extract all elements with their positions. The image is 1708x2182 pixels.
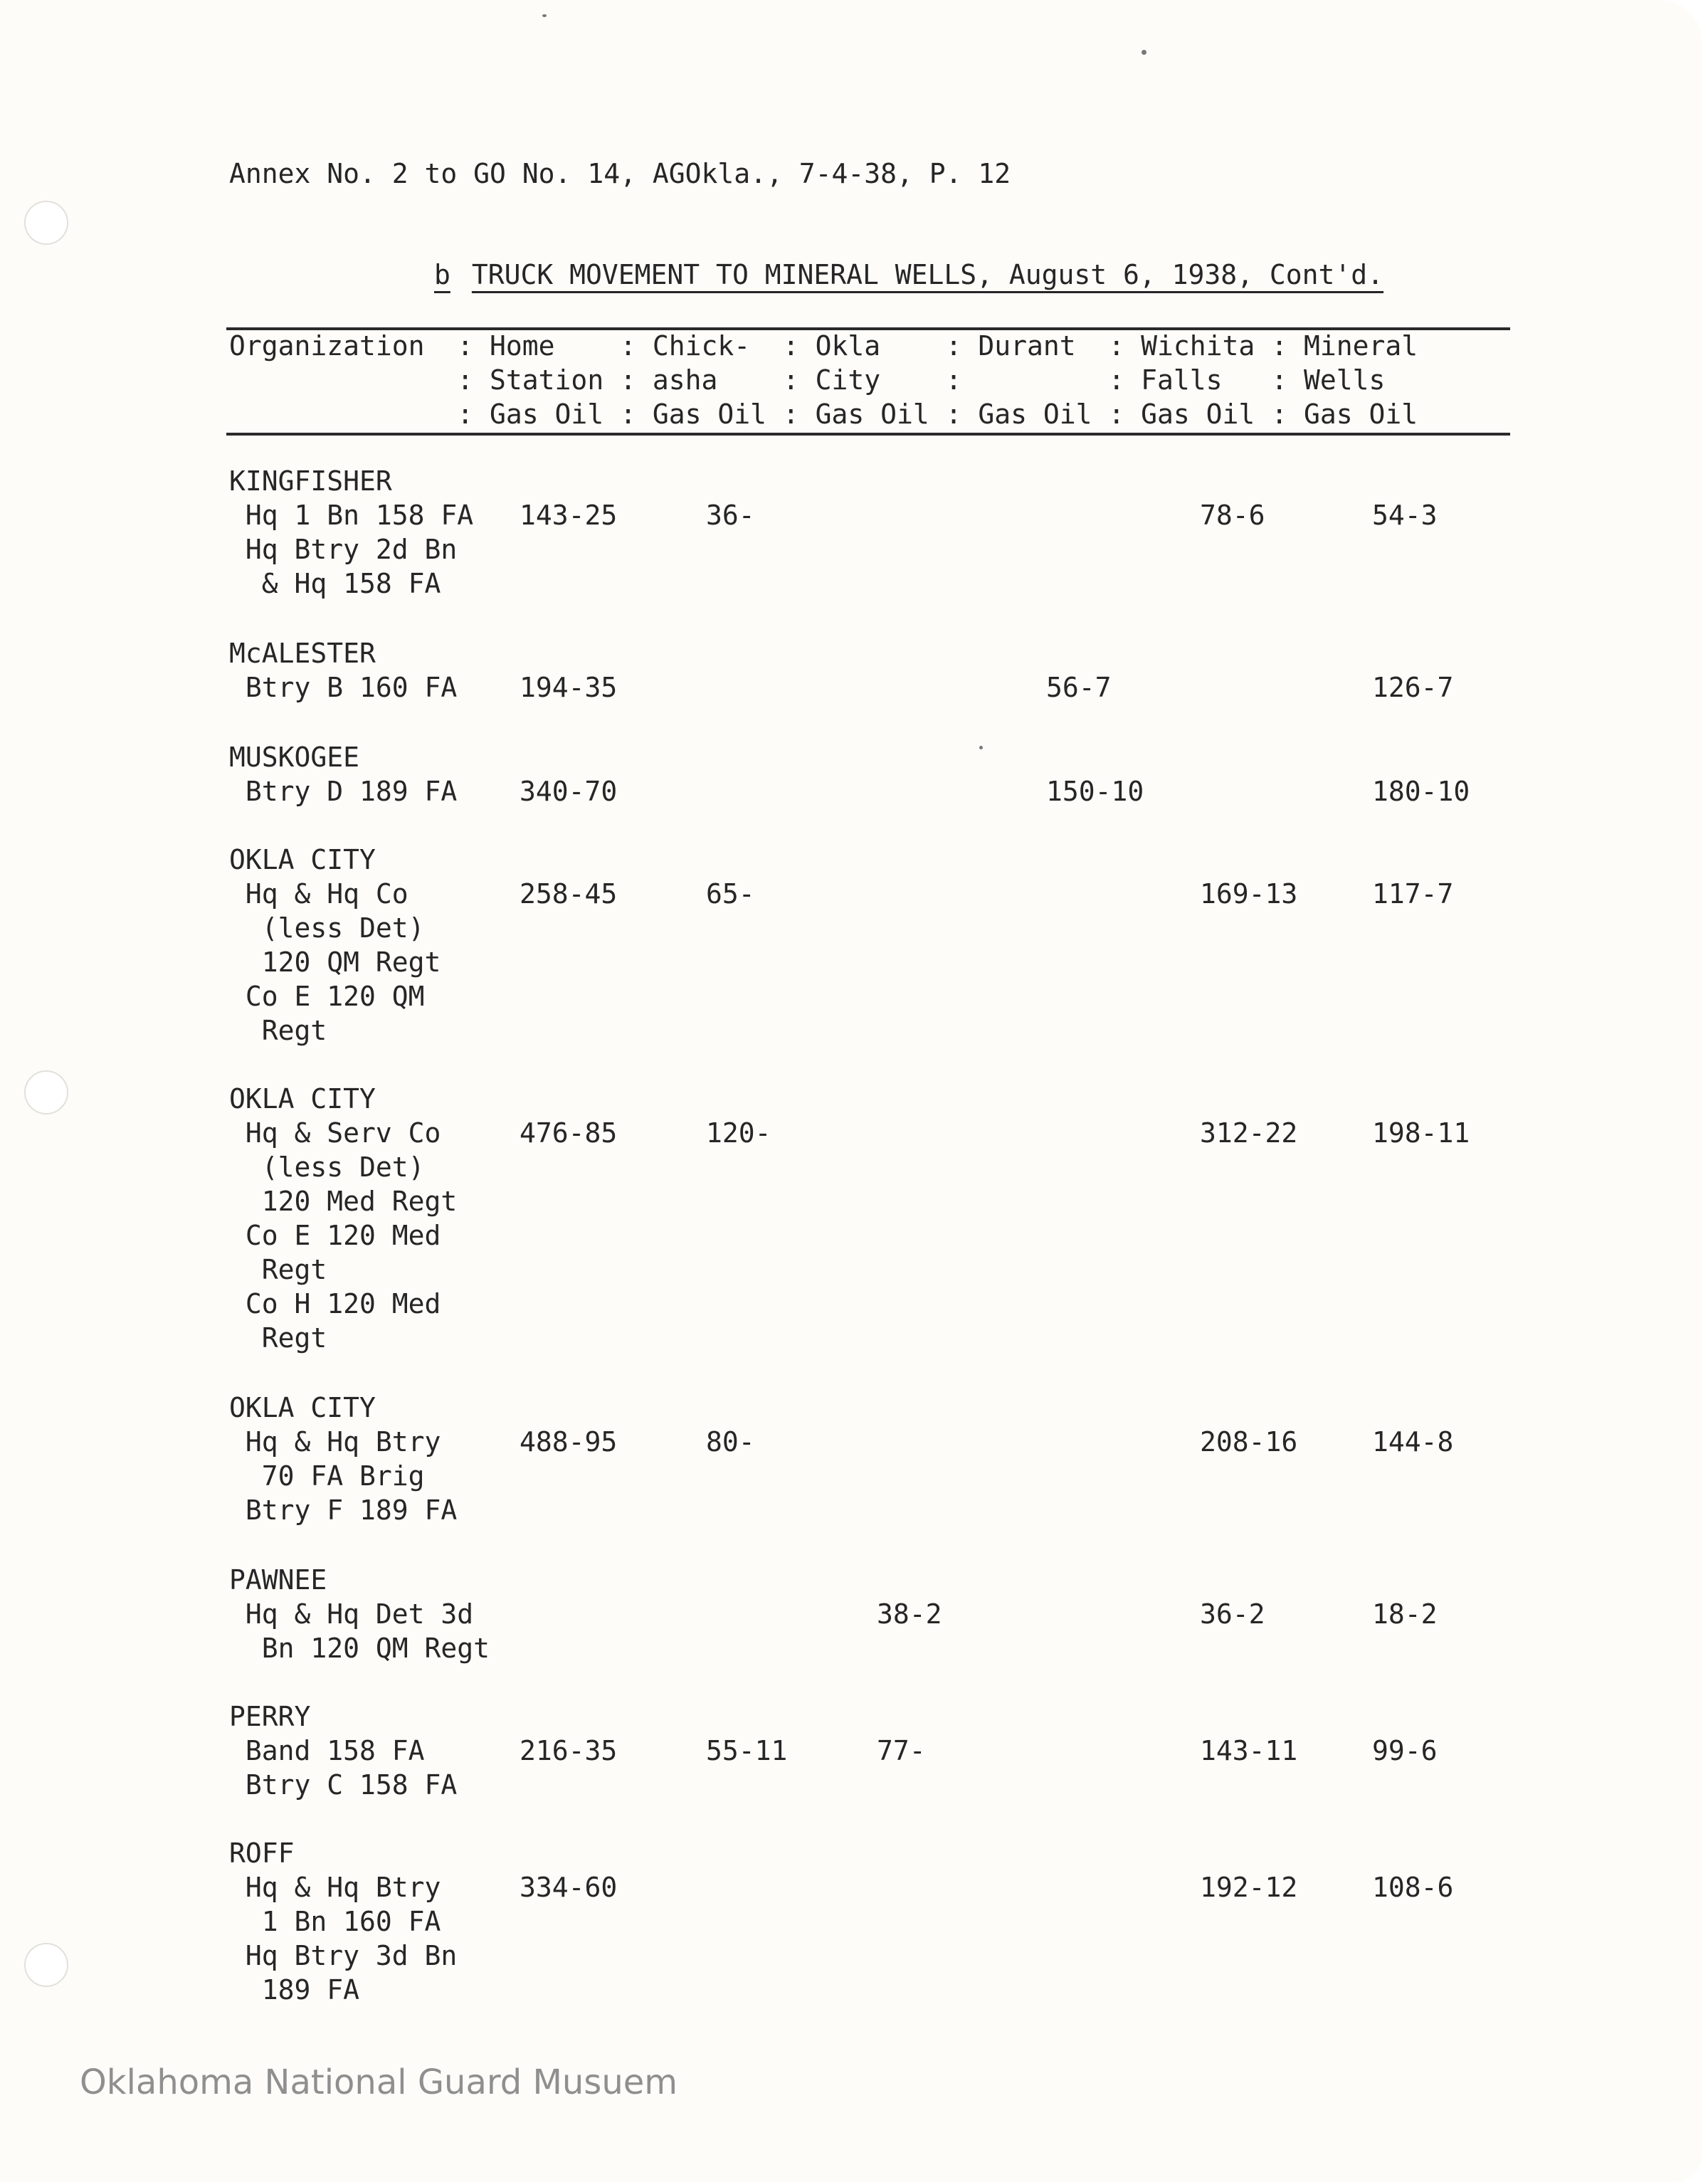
value-home: 476-85 [520,1117,618,1149]
value-home: 194-35 [520,672,618,703]
value-wichita: 36-2 [1200,1598,1265,1630]
section-heading [434,259,1383,290]
value-okla-city: 38-2 [877,1598,942,1630]
paper-speck [979,746,983,749]
station-name: PERRY [229,1701,311,1732]
station-name: ROFF [229,1838,295,1869]
station-name: McALESTER [229,638,376,669]
value-wichita: 208-16 [1200,1426,1298,1458]
unit-line: Hq & Hq Det 3d [229,1598,474,1630]
punch-hole [24,201,68,245]
station-name: MUSKOGEE [229,742,360,773]
annex-reference: Annex No. 2 to GO No. 14, AGOkla., 7-4-38, P. 12 [229,158,1011,189]
punch-hole [24,1943,68,1987]
station-name: PAWNEE [229,1564,327,1596]
value-chickasha: 65- [706,878,755,910]
table-header-rule [226,433,1510,436]
unit-line: Co H 120 Med [229,1288,441,1319]
paper-speck [542,14,547,17]
station-name: KINGFISHER [229,465,392,497]
value-wichita: 78-6 [1200,500,1265,531]
unit-line: 1 Bn 160 FA [229,1906,441,1937]
unit-line: Hq & Hq Btry [229,1426,441,1458]
value-chickasha: 80- [706,1426,755,1458]
section-letter: b [434,259,450,290]
unit-line: Regt [229,1322,327,1354]
table-header-row: : Station : asha : City : : Falls : Wells [229,364,1386,396]
value-wichita: 169-13 [1200,878,1298,910]
paper-speck [1142,50,1146,55]
unit-line: Hq Btry 3d Bn [229,1940,458,1971]
table-header-row: : Gas Oil : Gas Oil : Gas Oil : Gas Oil : Gas Oil : Gas Oil [229,399,1418,430]
unit-line: (less Det) [229,1151,425,1183]
value-home: 488-95 [520,1426,618,1458]
value-mineral: 144-8 [1372,1426,1454,1458]
value-home: 143-25 [520,500,618,531]
value-mineral: 18-2 [1372,1598,1438,1630]
punch-hole [24,1070,68,1114]
value-durant: 150-10 [1046,776,1144,807]
unit-line: 120 QM Regt [229,947,441,978]
unit-line: Co E 120 Med [229,1220,441,1251]
unit-line: Hq & Hq Co [229,878,408,910]
unit-line: Btry C 158 FA [229,1769,458,1801]
value-home: 340-70 [520,776,618,807]
unit-line: (less Det) [229,912,425,944]
value-wichita: 143-11 [1200,1735,1298,1766]
unit-line: 120 Med Regt [229,1186,458,1217]
value-mineral: 108-6 [1372,1872,1454,1903]
value-wichita: 192-12 [1200,1872,1298,1903]
value-mineral: 117-7 [1372,878,1454,910]
unit-line: Hq Btry 2d Bn [229,534,458,565]
section-title: TRUCK MOVEMENT TO MINERAL WELLS, August 6, 1938, Cont'd. [471,259,1384,290]
unit-line: Regt [229,1015,327,1046]
unit-line: 70 FA Brig [229,1460,425,1492]
unit-line: Btry F 189 FA [229,1495,458,1526]
value-mineral: 198-11 [1372,1117,1470,1149]
unit-line: Btry B 160 FA [229,672,458,703]
unit-line: 189 FA [229,1974,360,2006]
value-mineral: 126-7 [1372,672,1454,703]
value-chickasha: 120- [706,1117,771,1149]
unit-line: & Hq 158 FA [229,568,441,599]
value-mineral: 54-3 [1372,500,1438,531]
station-name: OKLA CITY [229,1083,376,1114]
unit-line: Band 158 FA [229,1735,425,1766]
value-home: 258-45 [520,878,618,910]
station-name: OKLA CITY [229,1392,376,1423]
value-home: 334-60 [520,1872,618,1903]
value-mineral: 180-10 [1372,776,1470,807]
value-wichita: 312-22 [1200,1117,1298,1149]
value-durant: 56-7 [1046,672,1112,703]
table-header-row: Organization : Home : Chick- : Okla : Durant : Wichita : Mineral [229,330,1418,362]
value-home: 216-35 [520,1735,618,1766]
value-okla-city: 77- [877,1735,926,1766]
museum-watermark: Oklahoma National Guard Musuem [80,2062,678,2102]
unit-line: Btry D 189 FA [229,776,458,807]
value-mineral: 99-6 [1372,1735,1438,1766]
value-chickasha: 55-11 [706,1735,788,1766]
unit-line: Hq & Hq Btry [229,1872,441,1903]
station-name: OKLA CITY [229,844,376,875]
unit-line: Bn 120 QM Regt [229,1633,490,1664]
unit-line: Regt [229,1254,327,1285]
value-chickasha: 36- [706,500,755,531]
unit-line: Hq & Serv Co [229,1117,441,1149]
unit-line: Co E 120 QM [229,981,425,1012]
unit-line: Hq 1 Bn 158 FA [229,500,474,531]
